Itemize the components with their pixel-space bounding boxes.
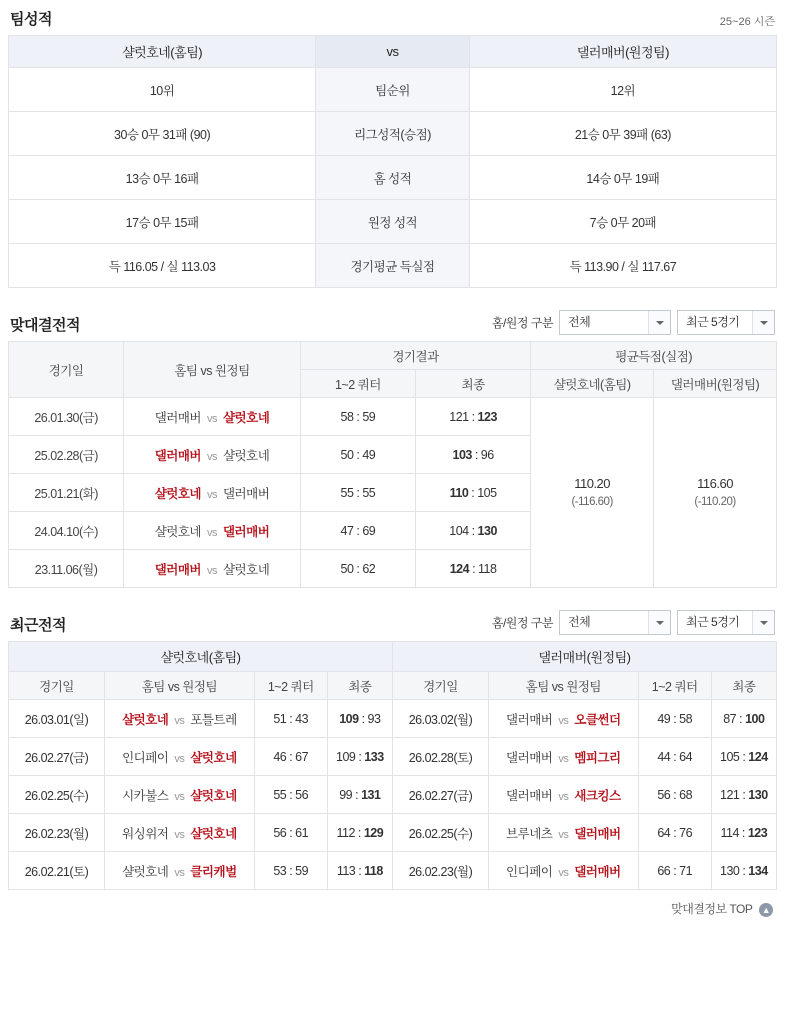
vs-label: vs bbox=[174, 866, 185, 879]
h2h-avg-away-sub: (-110.20) bbox=[694, 495, 736, 508]
stat-away-value: 12위 bbox=[469, 68, 776, 112]
vs-label: vs bbox=[558, 714, 569, 727]
recent-scope-value: 전체 bbox=[568, 615, 591, 629]
recent-away-date: 26.02.28(토) bbox=[392, 738, 488, 776]
stat-label: 팀순위 bbox=[316, 68, 470, 112]
recent-home-date: 26.02.27(금) bbox=[9, 738, 105, 776]
h2h-avg-home-sub: (-116.60) bbox=[571, 495, 613, 508]
recent-home-matchup bbox=[105, 852, 255, 890]
h2h-filter-label: 홈/원정 구분 bbox=[491, 316, 553, 330]
table-row bbox=[9, 738, 777, 776]
recent-col-quarter-away: 1~2 쿼터 bbox=[638, 672, 711, 700]
stat-label: 홈 성적 bbox=[316, 156, 470, 200]
h2h-header-row-1 bbox=[9, 342, 777, 370]
h2h-final-score: 124 : 118 bbox=[416, 550, 531, 588]
h2h-avg-away bbox=[654, 398, 777, 588]
chevron-down-icon bbox=[752, 311, 774, 334]
recent-home-final: 109 : 133 bbox=[327, 738, 392, 776]
vs-label: vs bbox=[558, 790, 569, 803]
vs-label: vs bbox=[207, 488, 217, 501]
recent-home-final: 113 : 118 bbox=[327, 852, 392, 890]
team-stats-away-name: 댈러매버(원정팀) bbox=[469, 36, 776, 68]
stat-home-value: 17승 0무 15패 bbox=[9, 200, 316, 244]
recent-home-final: 112 : 129 bbox=[327, 814, 392, 852]
h2h-matchup bbox=[124, 436, 301, 474]
stat-away-value: 21승 0무 39패 (63) bbox=[469, 112, 776, 156]
stat-label: 리그성적(승점) bbox=[316, 112, 470, 156]
table-row bbox=[9, 156, 777, 200]
h2h-away-team: 댈러매버 bbox=[222, 486, 270, 501]
recent-away-quarter: 56 : 68 bbox=[638, 776, 711, 814]
page-title: 팀성적 bbox=[10, 11, 52, 28]
recent-away-final: 114 : 123 bbox=[711, 814, 776, 852]
table-row bbox=[9, 700, 777, 738]
chevron-down-icon bbox=[648, 311, 670, 334]
h2h-date: 23.11.06(월) bbox=[9, 550, 124, 588]
recent-home-date: 26.02.21(토) bbox=[9, 852, 105, 890]
recent-col-final-away: 최종 bbox=[711, 672, 776, 700]
vs-label: vs bbox=[558, 866, 569, 879]
stat-label: 경기평균 득실점 bbox=[316, 244, 470, 288]
recent-away-team: 샬럿호네 bbox=[190, 788, 237, 803]
recent-home-date: 26.03.01(일) bbox=[9, 700, 105, 738]
recent-home-team: 인디페이 bbox=[122, 750, 169, 765]
recent-col-date-away: 경기일 bbox=[392, 672, 488, 700]
recent-home-quarter: 55 : 56 bbox=[254, 776, 327, 814]
h2h-quarter-score: 50 : 62 bbox=[300, 550, 415, 588]
table-row bbox=[9, 112, 777, 156]
vs-label: vs bbox=[558, 828, 569, 841]
h2h-final-score: 103 : 96 bbox=[416, 436, 531, 474]
recent-filter-label: 홈/원정 구분 bbox=[491, 616, 553, 630]
back-to-top-label: 맞대결정보 TOP bbox=[671, 902, 753, 916]
vs-label: vs bbox=[174, 790, 185, 803]
vs-label: vs bbox=[207, 564, 217, 577]
vs-label: vs bbox=[558, 752, 569, 765]
h2h-date: 25.01.21(화) bbox=[9, 474, 124, 512]
recent-scope-select[interactable] bbox=[559, 610, 671, 635]
h2h-scope-value: 전체 bbox=[568, 315, 591, 329]
recent-away-final: 105 : 124 bbox=[711, 738, 776, 776]
recent-col-matchup-away: 홈팀 vs 원정팀 bbox=[488, 672, 638, 700]
vs-label: vs bbox=[174, 714, 185, 727]
h2h-away-team: 샬럿호네 bbox=[222, 448, 270, 463]
recent-away-team: 멤피그리 bbox=[574, 750, 621, 765]
recent-title: 최근전적 bbox=[10, 617, 66, 634]
h2h-avg-away-value: 116.60 bbox=[697, 476, 733, 492]
h2h-matchup bbox=[124, 398, 301, 436]
h2h-home-team: 댈러매버 bbox=[154, 448, 202, 463]
chevron-down-icon bbox=[752, 611, 774, 634]
h2h-date: 25.02.28(금) bbox=[9, 436, 124, 474]
recent-away-team: 클리캐벌 bbox=[190, 864, 237, 879]
h2h-count-select[interactable] bbox=[677, 310, 775, 335]
h2h-title: 맞대결전적 bbox=[10, 317, 80, 334]
h2h-home-team: 샬럿호네 bbox=[154, 524, 202, 539]
recent-column-header bbox=[9, 672, 777, 700]
recent-home-final: 99 : 131 bbox=[327, 776, 392, 814]
table-row bbox=[9, 398, 777, 436]
recent-home-team: 댈러매버 bbox=[506, 788, 553, 803]
h2h-away-team: 샬럿호네 bbox=[222, 410, 270, 425]
recent-away-team: 샬럿호네 bbox=[190, 750, 237, 765]
season-label: 25~26 시즌 bbox=[719, 16, 775, 28]
recent-away-final: 130 : 134 bbox=[711, 852, 776, 890]
recent-home-team: 샬럿호네 bbox=[122, 712, 169, 727]
stat-label: 원정 성적 bbox=[316, 200, 470, 244]
recent-home-team: 인디페이 bbox=[506, 864, 553, 879]
recent-home-team: 댈러매버 bbox=[506, 750, 553, 765]
recent-table bbox=[8, 641, 777, 890]
recent-away-date: 26.03.02(월) bbox=[392, 700, 488, 738]
vs-label: vs bbox=[207, 412, 217, 425]
recent-col-matchup-home: 홈팀 vs 원정팀 bbox=[105, 672, 255, 700]
chevron-down-icon bbox=[648, 611, 670, 634]
recent-home-team: 시카불스 bbox=[122, 788, 169, 803]
h2h-quarter-score: 47 : 69 bbox=[300, 512, 415, 550]
recent-home-final: 109 : 93 bbox=[327, 700, 392, 738]
recent-col-quarter-home: 1~2 쿼터 bbox=[254, 672, 327, 700]
h2h-quarter-score: 50 : 49 bbox=[300, 436, 415, 474]
h2h-avg-home-value: 110.20 bbox=[574, 476, 611, 492]
recent-away-matchup bbox=[488, 738, 638, 776]
recent-away-quarter: 64 : 76 bbox=[638, 814, 711, 852]
arrow-up-icon: ▲ bbox=[759, 903, 773, 917]
recent-home-quarter: 51 : 43 bbox=[254, 700, 327, 738]
recent-away-date: 26.02.27(금) bbox=[392, 776, 488, 814]
recent-away-team: 댈러매버 bbox=[574, 826, 621, 841]
recent-away-team: 포틀트레 bbox=[190, 712, 237, 727]
h2h-matchup bbox=[124, 550, 301, 588]
vs-label: vs bbox=[207, 526, 217, 539]
h2h-header bbox=[8, 288, 777, 341]
team-stats-table bbox=[8, 35, 777, 288]
recent-header bbox=[8, 588, 777, 641]
h2h-col-result: 경기결과 bbox=[300, 342, 530, 370]
h2h-col-final: 최종 bbox=[416, 370, 531, 398]
team-stats-home-name: 샬럿호네(홈팀) bbox=[9, 36, 316, 68]
recent-away-team: 댈러매버 bbox=[574, 864, 621, 879]
recent-home-team: 댈러매버 bbox=[506, 712, 553, 727]
stat-home-value: 10위 bbox=[9, 68, 316, 112]
recent-away-matchup bbox=[488, 700, 638, 738]
recent-away-matchup bbox=[488, 776, 638, 814]
recent-away-matchup bbox=[488, 814, 638, 852]
recent-home-team: 브루네츠 bbox=[506, 826, 553, 841]
h2h-date: 26.01.30(금) bbox=[9, 398, 124, 436]
h2h-count-value: 최근 5경기 bbox=[686, 315, 740, 329]
h2h-col-matchup: 홈팀 vs 원정팀 bbox=[124, 342, 301, 398]
recent-home-team: 워싱위저 bbox=[122, 826, 169, 841]
h2h-avg-home bbox=[531, 398, 654, 588]
recent-away-date: 26.02.23(월) bbox=[392, 852, 488, 890]
recent-away-final: 121 : 130 bbox=[711, 776, 776, 814]
recent-away-quarter: 44 : 64 bbox=[638, 738, 711, 776]
recent-home-matchup bbox=[105, 738, 255, 776]
vs-label: vs bbox=[174, 752, 185, 765]
h2h-col-avg: 평균득점(실점) bbox=[531, 342, 777, 370]
h2h-quarter-score: 58 : 59 bbox=[300, 398, 415, 436]
team-stats-header bbox=[8, 0, 777, 35]
h2h-col-date: 경기일 bbox=[9, 342, 124, 398]
h2h-home-team: 댈러매버 bbox=[154, 410, 202, 425]
h2h-home-team: 샬럿호네 bbox=[154, 486, 202, 501]
vs-label: vs bbox=[207, 450, 217, 463]
table-row bbox=[9, 814, 777, 852]
recent-home-quarter: 53 : 59 bbox=[254, 852, 327, 890]
recent-group-away: 댈러매버(원정팀) bbox=[392, 642, 776, 672]
recent-home-matchup bbox=[105, 814, 255, 852]
recent-home-team: 샬럿호네 bbox=[122, 864, 169, 879]
table-row bbox=[9, 68, 777, 112]
h2h-final-score: 121 : 123 bbox=[416, 398, 531, 436]
table-row bbox=[9, 200, 777, 244]
recent-group-header bbox=[9, 642, 777, 672]
back-to-top[interactable] bbox=[8, 890, 777, 927]
table-row bbox=[9, 244, 777, 288]
recent-home-quarter: 56 : 61 bbox=[254, 814, 327, 852]
h2h-date: 24.04.10(수) bbox=[9, 512, 124, 550]
h2h-away-team: 댈러매버 bbox=[222, 524, 270, 539]
recent-away-final: 87 : 100 bbox=[711, 700, 776, 738]
h2h-quarter-score: 55 : 55 bbox=[300, 474, 415, 512]
h2h-filters bbox=[492, 310, 775, 335]
stat-home-value: 30승 0무 31패 (90) bbox=[9, 112, 316, 156]
recent-away-team: 샬럿호네 bbox=[190, 826, 237, 841]
stat-home-value: 득 116.05 / 실 113.03 bbox=[9, 244, 316, 288]
table-row bbox=[9, 36, 777, 68]
table-row bbox=[9, 776, 777, 814]
recent-away-team: 오클썬더 bbox=[574, 712, 621, 727]
h2h-scope-select[interactable] bbox=[559, 310, 671, 335]
stat-away-value: 14승 0무 19패 bbox=[469, 156, 776, 200]
recent-filters bbox=[492, 610, 775, 635]
h2h-final-score: 104 : 130 bbox=[416, 512, 531, 550]
h2h-table bbox=[8, 341, 777, 588]
h2h-col-quarter: 1~2 쿼터 bbox=[300, 370, 415, 398]
recent-home-matchup bbox=[105, 776, 255, 814]
stat-away-value: 7승 0무 20패 bbox=[469, 200, 776, 244]
team-stats-vs: vs bbox=[316, 36, 470, 68]
h2h-col-avg-away: 댈러매버(원정팀) bbox=[654, 370, 777, 398]
h2h-matchup bbox=[124, 512, 301, 550]
recent-home-quarter: 46 : 67 bbox=[254, 738, 327, 776]
vs-label: vs bbox=[174, 828, 185, 841]
stat-home-value: 13승 0무 16패 bbox=[9, 156, 316, 200]
recent-away-quarter: 49 : 58 bbox=[638, 700, 711, 738]
recent-col-final-home: 최종 bbox=[327, 672, 392, 700]
recent-home-date: 26.02.23(월) bbox=[9, 814, 105, 852]
recent-away-quarter: 66 : 71 bbox=[638, 852, 711, 890]
stat-away-value: 득 113.90 / 실 117.67 bbox=[469, 244, 776, 288]
recent-count-value: 최근 5경기 bbox=[686, 615, 740, 629]
h2h-home-team: 댈러매버 bbox=[154, 562, 202, 577]
recent-count-select[interactable] bbox=[677, 610, 775, 635]
recent-away-date: 26.02.25(수) bbox=[392, 814, 488, 852]
recent-home-matchup bbox=[105, 700, 255, 738]
h2h-matchup bbox=[124, 474, 301, 512]
recent-group-home: 샬럿호네(홈팀) bbox=[9, 642, 393, 672]
h2h-col-avg-home: 샬럿호네(홈팀) bbox=[531, 370, 654, 398]
recent-away-matchup bbox=[488, 852, 638, 890]
table-row bbox=[9, 852, 777, 890]
recent-home-date: 26.02.25(수) bbox=[9, 776, 105, 814]
h2h-away-team: 샬럿호네 bbox=[222, 562, 270, 577]
h2h-final-score: 110 : 105 bbox=[416, 474, 531, 512]
recent-col-date-home: 경기일 bbox=[9, 672, 105, 700]
recent-away-team: 새크킹스 bbox=[574, 788, 621, 803]
